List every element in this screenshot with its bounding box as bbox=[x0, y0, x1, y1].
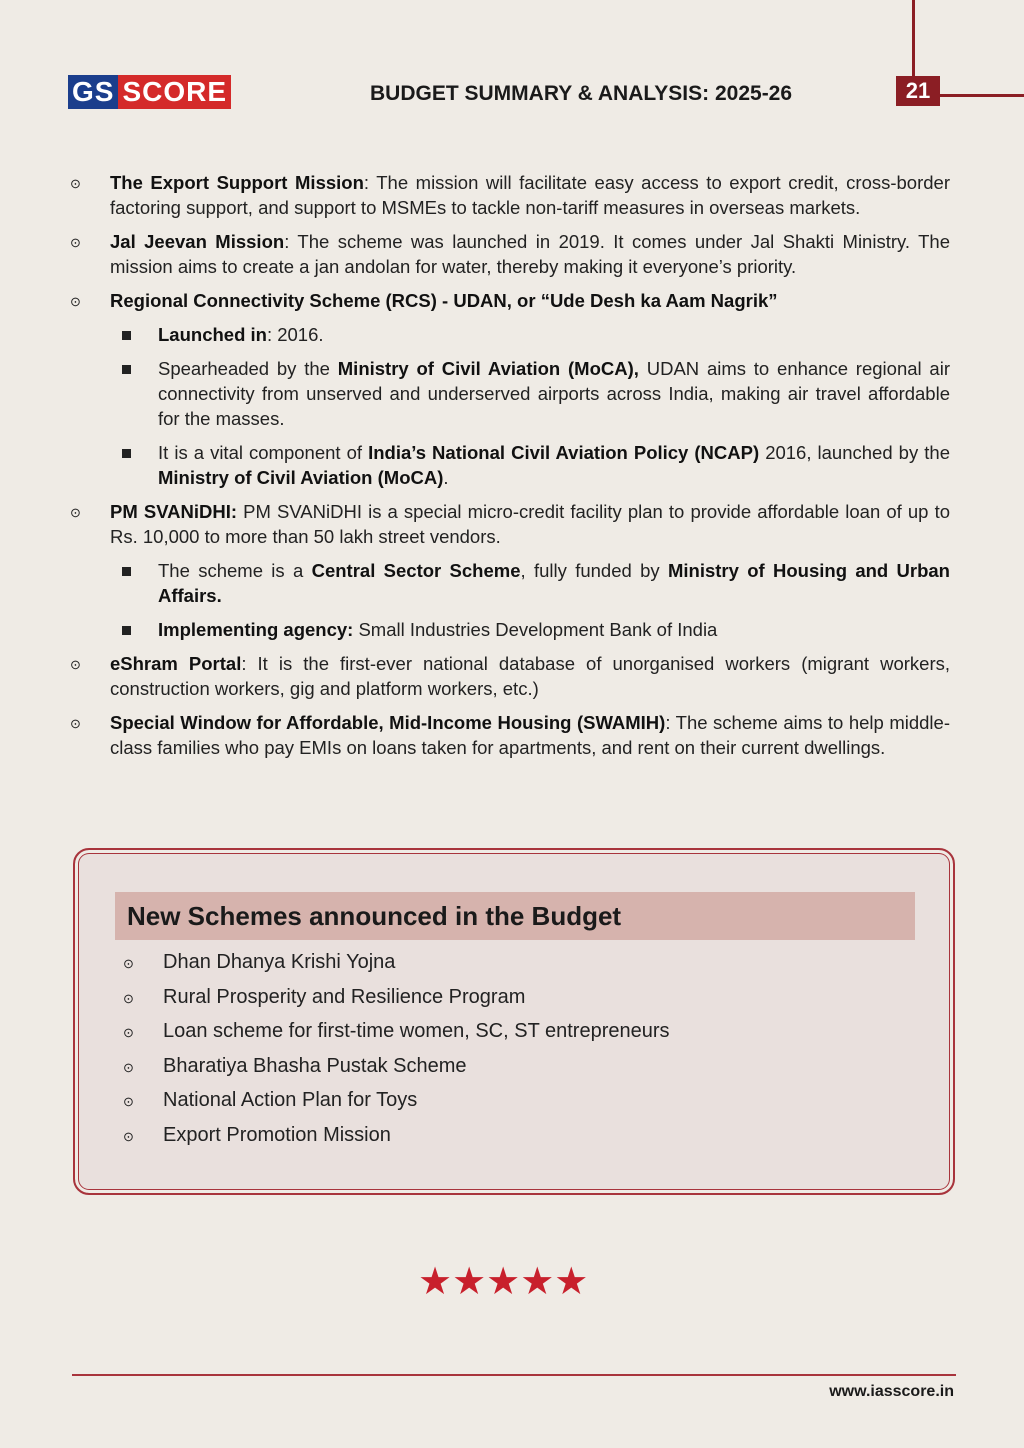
page-number: 21 bbox=[896, 76, 940, 106]
circle-bullet-icon: ⊙ bbox=[70, 294, 81, 309]
scheme-label: Rural Prosperity and Resilience Program bbox=[163, 985, 526, 1008]
new-schemes-list bbox=[123, 950, 670, 1158]
circle-bullet-icon: ⊙ bbox=[70, 235, 81, 250]
sub-item-title: Implementing agency: bbox=[158, 619, 354, 640]
stars-icon: ★★★★★ bbox=[418, 1261, 589, 1303]
circle-bullet-icon: ⊙ bbox=[123, 1059, 134, 1075]
item-text: : The scheme aims to help middle-class families who pay EMIs on loans taken for apartments, and rent on their current dwellings. bbox=[110, 712, 950, 758]
list-item-pm-svanidhi bbox=[70, 499, 950, 549]
item-text: : The mission will facilitate easy access to export credit, cross-border factoring support, and support to MSMEs to tackle non-tariff measures in overseas markets. bbox=[110, 172, 950, 218]
circle-bullet-icon: ⊙ bbox=[70, 176, 81, 191]
list-item-rcs-udan bbox=[70, 288, 950, 313]
sub-item-bold: Ministry of Civil Aviation (MoCA), bbox=[337, 358, 639, 379]
scheme-item bbox=[123, 950, 670, 974]
item-title: Regional Connectivity Scheme (RCS) - UDAN, or “Ude Desh ka Aam Nagrik” bbox=[110, 290, 778, 311]
scheme-label: Dhan Dhanya Krishi Yojna bbox=[163, 951, 396, 973]
sub-item-text: , fully funded by bbox=[520, 560, 668, 581]
list-item-swamih bbox=[70, 710, 950, 760]
sub-item-text: UDAN aims to enhance regional air connectivity from unserved and underserved airports across India, making air travel affordable for the masses. bbox=[158, 358, 950, 429]
square-bullet-icon bbox=[122, 331, 131, 340]
sub-item-text: Spearheaded by the bbox=[158, 358, 338, 379]
sub-item-central-sector bbox=[70, 558, 950, 608]
scheme-item bbox=[123, 1123, 670, 1147]
scheme-item bbox=[123, 1088, 670, 1112]
page-header-title: BUDGET SUMMARY & ANALYSIS: 2025-26 bbox=[370, 82, 793, 105]
circle-bullet-icon: ⊙ bbox=[123, 1025, 134, 1041]
sub-item-bold: Ministry of Civil Aviation (MoCA) bbox=[158, 467, 444, 488]
sub-item-bold: India’s National Civil Aviation Policy (NCAP) bbox=[368, 442, 760, 463]
scheme-label: Loan scheme for first-time women, SC, ST entrepreneurs bbox=[163, 1020, 670, 1043]
sub-item-spearheaded bbox=[70, 356, 950, 431]
sub-item-launched bbox=[70, 322, 950, 347]
sub-item-bold: Ministry of Housing and Urban Affairs. bbox=[158, 560, 950, 606]
new-schemes-heading: New Schemes announced in the Budget bbox=[115, 892, 915, 940]
star-divider bbox=[418, 1262, 588, 1302]
item-text: PM SVANiDHI is a special micro-credit facility plan to provide affordable loan of up to Rs. 10,000 to more than 50 lakh street vendors. bbox=[110, 501, 950, 547]
square-bullet-icon bbox=[122, 365, 131, 374]
square-bullet-icon bbox=[122, 626, 131, 635]
circle-bullet-icon: ⊙ bbox=[70, 505, 81, 520]
list-item-jal-jeevan bbox=[70, 229, 950, 279]
item-title: Special Window for Affordable, Mid-Income Housing (SWAMIH) bbox=[110, 712, 666, 733]
scheme-label: Bharatiya Bhasha Pustak Scheme bbox=[163, 1054, 467, 1077]
sub-item-text: The scheme is a bbox=[158, 560, 312, 581]
sub-item-ncap bbox=[70, 440, 950, 490]
scheme-item bbox=[123, 1019, 670, 1043]
item-text: : The scheme was launched in 2019. It comes under Jal Shakti Ministry. The mission aims to create a jan andolan for water, thereby making it everyone’s priority. bbox=[110, 231, 950, 277]
circle-bullet-icon: ⊙ bbox=[123, 1128, 134, 1144]
list-item-export-support bbox=[70, 170, 950, 220]
item-text: : It is the first-ever national database of unorganised workers (migrant workers, construction workers, gig and platform workers, etc.) bbox=[110, 653, 950, 699]
square-bullet-icon bbox=[122, 449, 131, 458]
sub-item-text: : 2016. bbox=[266, 324, 324, 345]
item-title: PM SVANiDHI: bbox=[110, 501, 238, 522]
sub-item-text: Small Industries Development Bank of India bbox=[353, 619, 718, 640]
square-bullet-icon bbox=[122, 567, 131, 576]
scheme-label: Export Promotion Mission bbox=[163, 1123, 391, 1146]
list-item-eshram bbox=[70, 651, 950, 701]
scheme-item bbox=[123, 985, 670, 1009]
footer-rule bbox=[72, 1374, 956, 1376]
sub-item-text: . bbox=[443, 467, 449, 488]
item-title: eShram Portal bbox=[110, 653, 242, 674]
circle-bullet-icon: ⊙ bbox=[70, 716, 81, 731]
sub-item-text: It is a vital component of bbox=[158, 442, 369, 463]
scheme-item bbox=[123, 1054, 670, 1078]
circle-bullet-icon: ⊙ bbox=[123, 956, 134, 971]
main-content bbox=[70, 170, 950, 769]
sub-item-bold: Central Sector Scheme bbox=[311, 560, 521, 581]
sub-item-title: Launched in bbox=[158, 324, 267, 345]
header-vertical-rule bbox=[912, 0, 915, 80]
header-horizontal-rule bbox=[930, 94, 1024, 97]
scheme-label: National Action Plan for Toys bbox=[163, 1089, 418, 1112]
circle-bullet-icon: ⊙ bbox=[123, 1094, 134, 1110]
item-title: The Export Support Mission bbox=[110, 172, 364, 193]
item-title: Jal Jeevan Mission bbox=[110, 231, 285, 252]
circle-bullet-icon: ⊙ bbox=[70, 657, 81, 672]
circle-bullet-icon: ⊙ bbox=[123, 990, 134, 1006]
logo-gs: GS bbox=[68, 75, 118, 109]
logo-score: SCORE bbox=[118, 75, 231, 109]
sub-item-implementing-agency bbox=[70, 617, 950, 642]
sub-item-text: 2016, launched by the bbox=[759, 442, 950, 463]
gsscore-logo bbox=[68, 75, 231, 109]
new-schemes-box bbox=[73, 848, 955, 1195]
footer-website-link[interactable]: www.iasscore.in bbox=[829, 1383, 954, 1400]
